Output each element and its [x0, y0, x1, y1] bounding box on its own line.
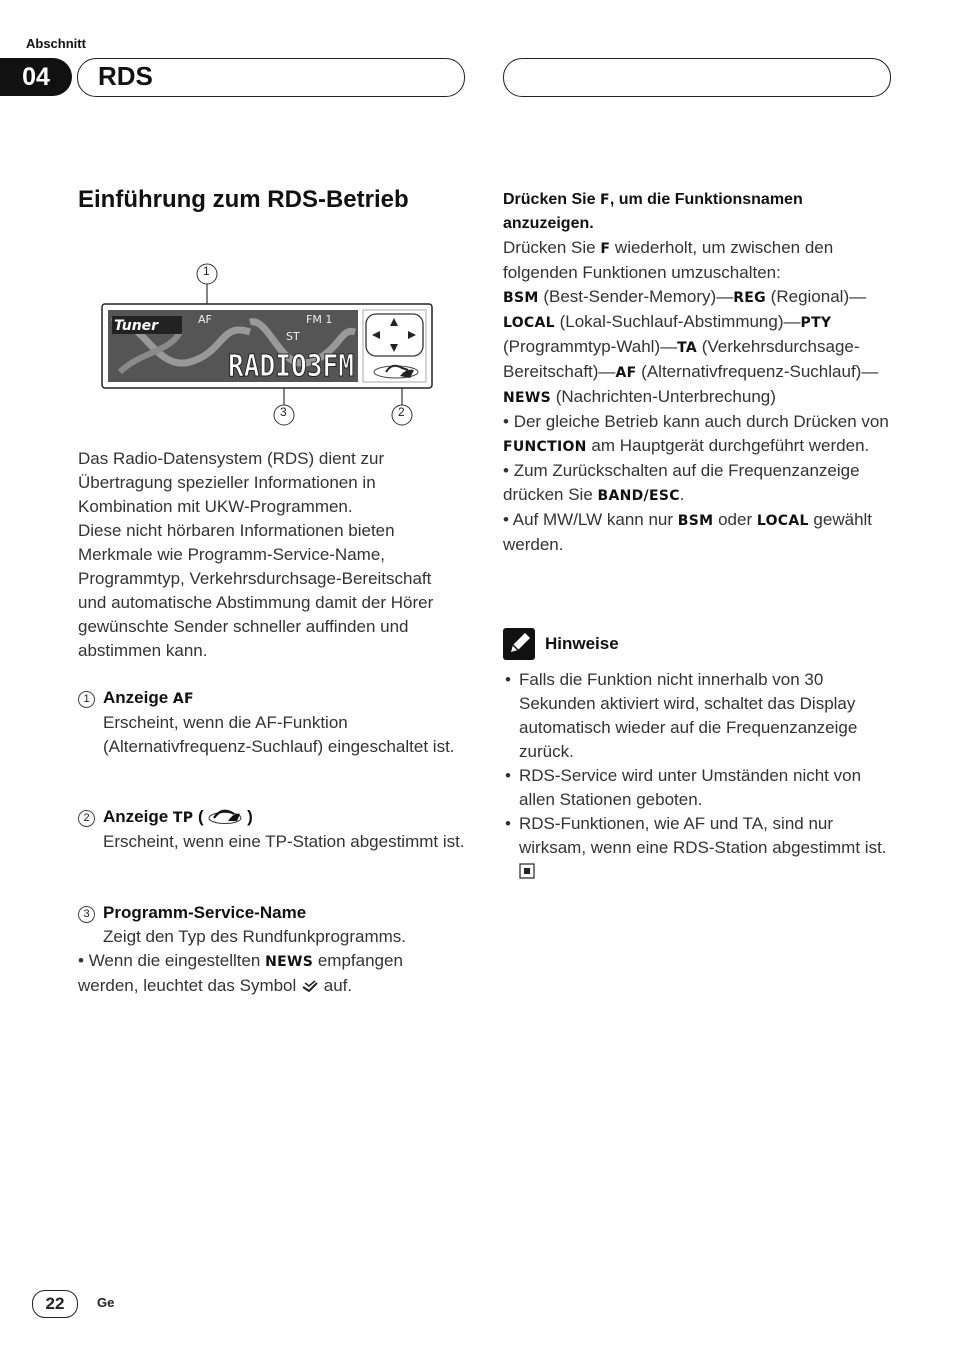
instruction-heading: Drücken Sie F, um die Funktionsnamen anzuzeigen. [503, 191, 803, 232]
instruction-text: Drücken Sie F wiederholt, um zwischen den folgenden Funktionen umzuschalten: [503, 238, 834, 282]
function-list: BSM (Best-Sender-Memory)—REG (Regional)—LOCAL (Lokal-Suchlauf-Abstimmung)—PTY (Programmtyp-Wahl)—TA (Verkehrsdurchsage-Bereitschaft)—AF (Alternativfrequenz-Suchlauf)—NEWS (Nachrichten-Unterbrechung) [503, 287, 879, 406]
notes-section [503, 628, 893, 884]
display-st-indicator: ST [286, 330, 300, 343]
item-paren-open: ( [193, 807, 209, 826]
item-ps-name [78, 901, 468, 998]
chapter-box-right [503, 58, 891, 97]
item-af [78, 686, 468, 759]
intro-text [78, 447, 464, 663]
section-label: Abschnitt [26, 36, 86, 51]
note-item: • RDS-Service wird unter Umständen nicht von allen Stationen geboten. [503, 764, 893, 812]
item-title: Anzeige [103, 688, 173, 707]
news-bullet: • Wenn die eingestellten NEWS empfangen werden, leuchtet das Symbol auf. [78, 951, 403, 995]
notes-title: Hinweise [545, 634, 619, 653]
news-symbol-icon [301, 979, 319, 993]
display-illustration [100, 262, 435, 432]
note-item: • Falls die Funktion nicht innerhalb von 30 Sekunden aktiviert wird, schaltet das Display automatisch wieder auf die Frequenzanzeige zurück. [503, 668, 893, 764]
item-title: Programm-Service-Name [103, 903, 307, 922]
end-mark-icon [519, 863, 535, 879]
right-column [503, 188, 893, 557]
tp-car-icon [208, 807, 242, 825]
item-description: Zeigt den Typ des Rundfunkprogramms. [103, 927, 407, 946]
notes-header [503, 628, 893, 660]
item-keyword: TP [172, 810, 194, 826]
item-number: 1 [78, 691, 95, 708]
news-keyword: NEWS [265, 954, 314, 970]
chapter-title: RDS [98, 61, 153, 91]
language-code: Ge [97, 1295, 115, 1310]
item-number: 3 [78, 906, 95, 923]
page-number: 22 [32, 1290, 78, 1318]
callout-1-label: 1 [203, 264, 210, 278]
display-fm-band: FM 1 [306, 313, 333, 326]
display-tuner-label: Tuner [114, 318, 159, 334]
notes-list [503, 668, 893, 884]
bullet-band-esc: • Zum Zurückschalten auf die Frequenzanzeige drücken Sie BAND/ESC. [503, 461, 860, 504]
note-item: • RDS-Funktionen, wie AF und TA, sind nur wirksam, wenn eine RDS-Station abgestimmt ist. [503, 812, 893, 884]
item-keyword: AF [172, 691, 194, 707]
display-service-name: RADIO3FM [228, 349, 354, 384]
chapter-title-box [77, 58, 465, 97]
bullet-mw-lw: • Auf MW/LW kann nur BSM oder LOCAL gewählt werden. [503, 510, 873, 554]
item-tp [78, 805, 468, 854]
tp-car-icon [374, 366, 418, 378]
display-af-indicator: AF [198, 313, 212, 326]
callout-2-label: 2 [398, 405, 405, 419]
item-description: Erscheint, wenn eine TP-Station abgestimmt ist. [103, 832, 465, 851]
bullet-function-button: • Der gleiche Betrieb kann auch durch Drücken von FUNCTION am Hauptgerät durchgeführt werden. [503, 412, 889, 455]
callout-3-label: 3 [280, 405, 287, 419]
intro-paragraph-1: Das Radio-Datensystem (RDS) dient zur Übertragung spezieller Informationen in Kombination mit UKW-Programmen. [78, 449, 385, 516]
item-paren-close: ) [242, 807, 253, 826]
intro-paragraph-2: Diese nicht hörbaren Informationen bieten Merkmale wie Programm-Service-Name, Programmtyp, Verkehrsdurchsage-Bereitschaft und automatische Abstimmung damit der Hörer gewünschte Sender schneller auffinden und abstimmen kann. [78, 521, 434, 660]
item-description: Erscheint, wenn die AF-Funktion (Alternativfrequenz-Suchlauf) eingeschaltet ist. [103, 713, 455, 756]
chapter-number: 04 [0, 58, 72, 96]
item-title: Anzeige [103, 807, 173, 826]
section-heading: Einführung zum RDS-Betrieb [78, 186, 409, 213]
item-number: 2 [78, 810, 95, 827]
pencil-note-icon [503, 628, 535, 660]
display-svg [100, 262, 435, 432]
